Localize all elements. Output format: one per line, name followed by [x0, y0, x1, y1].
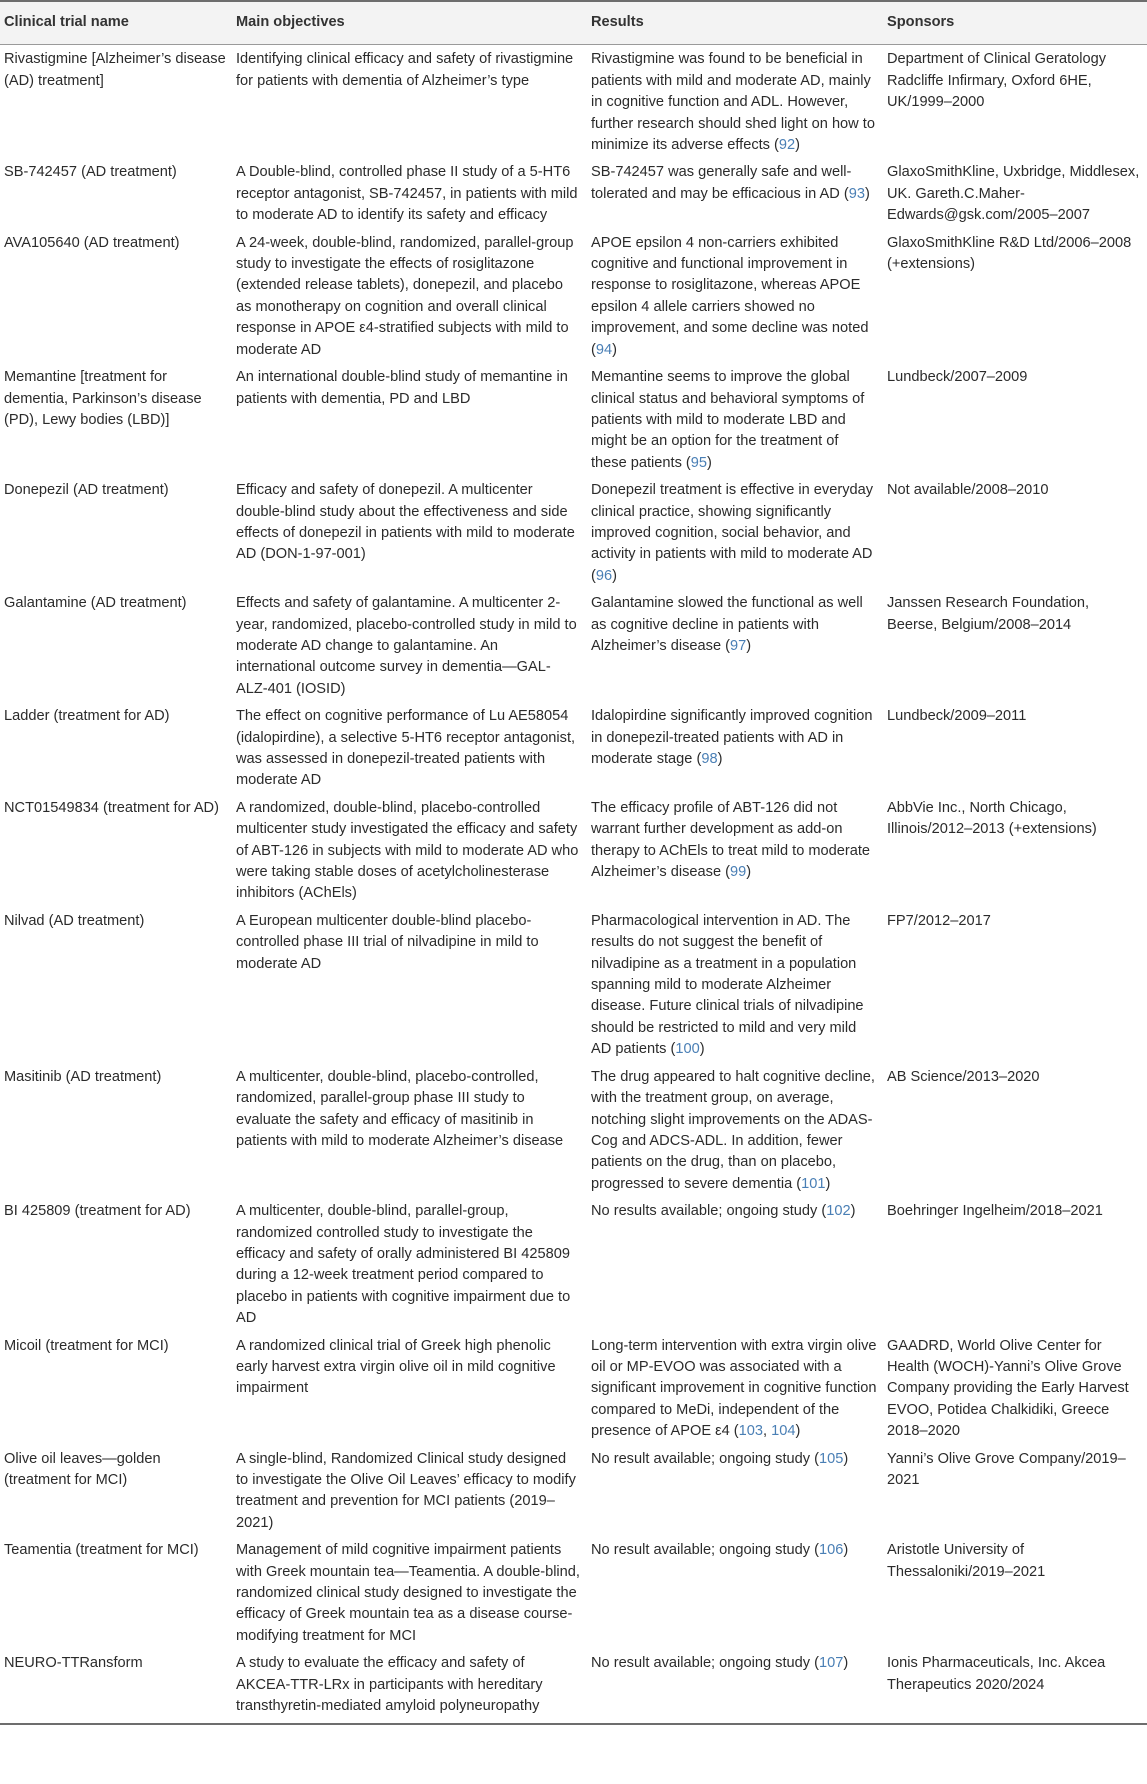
- results-text: Galantamine slowed the functional as well as cognitive decline in patients with Alzheimer’s disease (: [591, 595, 863, 654]
- table-row: [0, 794, 1147, 907]
- results-text: No results available; ongoing study (: [591, 1203, 827, 1220]
- header-sponsors: Sponsors: [883, 1, 1147, 45]
- results-text-end: ): [843, 1450, 849, 1467]
- sponsors-cell: Yanni’s Olive Grove Company/2019–2021: [887, 1450, 1126, 1488]
- header-row: [0, 1, 1147, 45]
- table-row: [0, 229, 1147, 363]
- objectives-cell: Identifying clinical efficacy and safety of rivastigmine for patients with dementia of Alzheimer’s type: [236, 51, 574, 89]
- reference-link[interactable]: 106: [818, 1542, 844, 1559]
- table-row: [0, 1197, 1147, 1331]
- results-text-end: ): [707, 454, 712, 471]
- table-row: [0, 702, 1147, 794]
- reference-link[interactable]: 92: [778, 137, 796, 154]
- results-cell: [587, 702, 883, 794]
- trial-name-cell: Micoil (treatment for MCI): [4, 1337, 169, 1354]
- sponsors-cell: Department of Clinical Geratology Radcliffe Infirmary, Oxford 6HE, UK/1999–2000: [887, 51, 1107, 111]
- results-text: No result available; ongoing study (: [591, 1655, 819, 1672]
- table-row: [0, 1063, 1147, 1197]
- table-row: [0, 476, 1147, 589]
- results-cell: [587, 1649, 883, 1724]
- reference-link[interactable]: 105: [818, 1450, 844, 1467]
- results-cell: [587, 158, 883, 228]
- results-text: SB-742457 was generally safe and well-tolerated and may be efficacious in AD (: [591, 164, 852, 202]
- table-row: [0, 363, 1147, 476]
- objectives-cell: Management of mild cognitive impairment patients with Greek mountain tea—Teamentia. A double-blind, randomized clinical study designed to investigate the efficacy of Greek mountain tea as a disease course-modifying treatment for MCI: [236, 1542, 580, 1644]
- results-text-end: ): [843, 1542, 849, 1559]
- table-header: [0, 1, 1147, 45]
- objectives-cell: A 24-week, double-blind, randomized, parallel-group study to investigate the effects of rosiglitazone (extended release tablets), donepezil, and placebo as monotherapy on cognition and overall clinical response in APOE ε4-stratified subjects with mild to moderate AD: [236, 234, 574, 358]
- objectives-cell: The effect on cognitive performance of Lu AE58054 (idalopirdine), a selective 5-HT6 receptor antagonist, was assessed in donepezil-treated patients with moderate AD: [236, 708, 576, 789]
- sponsors-cell: FP7/2012–2017: [887, 912, 991, 929]
- sponsors-cell: Lundbeck/2007–2009: [887, 369, 1028, 386]
- results-cell: [587, 476, 883, 589]
- reference-link[interactable]: 103: [738, 1423, 764, 1440]
- header-results: Results: [587, 1, 883, 45]
- results-text: No result available; ongoing study (: [591, 1542, 819, 1559]
- reference-link[interactable]: 102: [826, 1203, 851, 1220]
- table-row: [0, 1536, 1147, 1649]
- trial-name-cell: Ladder (treatment for AD): [4, 708, 170, 725]
- sponsors-cell: Boehringer Ingelheim/2018–2021: [887, 1203, 1103, 1220]
- table-row: [0, 158, 1147, 228]
- results-cell: [587, 1197, 883, 1331]
- reference-separator: ,: [763, 1423, 772, 1440]
- results-text-end: ): [699, 1041, 705, 1058]
- reference-link[interactable]: 101: [801, 1175, 826, 1192]
- results-cell: [587, 1536, 883, 1649]
- results-cell: [587, 1063, 883, 1197]
- results-text-end: ): [612, 341, 617, 358]
- trial-name-cell: NEURO-TTRansform: [0, 1649, 232, 1724]
- reference-link[interactable]: 99: [729, 864, 747, 881]
- reference-link[interactable]: 96: [595, 567, 613, 584]
- results-text-end: ): [843, 1655, 849, 1672]
- results-text-end: ): [746, 864, 752, 881]
- results-cell: [587, 794, 883, 907]
- objectives-cell: A randomized clinical trial of Greek high phenolic early harvest extra virgin olive oil in mild cognitive impairment: [236, 1337, 556, 1397]
- results-text-end: ): [746, 637, 752, 654]
- results-text: APOE epsilon 4 non-carriers exhibited cognitive and functional improvement in response to rosiglitazone, whereas APOE epsilon 4 allele carriers showed no improvement, and some decline was noted (: [591, 234, 869, 358]
- trial-name-cell: NCT01549834 (treatment for AD): [4, 799, 219, 816]
- header-main-objectives: Main objectives: [232, 1, 587, 45]
- results-text: No result available; ongoing study (: [591, 1450, 819, 1467]
- results-text: Rivastigmine was found to be beneficial in patients with mild and moderate AD, mainly in cognitive function and ADL. However, further research should shed light on how to minimize its adverse effects (: [591, 51, 875, 154]
- table-body: [0, 45, 1147, 1725]
- reference-link[interactable]: 98: [701, 751, 718, 767]
- results-cell: [587, 589, 883, 702]
- sponsors-cell: Ionis Pharmaceuticals, Inc. Akcea Therapeutics 2020/2024: [883, 1649, 1147, 1724]
- sponsors-cell: Not available/2008–2010: [887, 482, 1049, 499]
- sponsors-cell: GAADRD, World Olive Center for Health (WOCH)-Yanni’s Olive Grove Company providing the Early Harvest EVOO, Potidea Chalkidiki, Greece 2018–2020: [887, 1337, 1129, 1440]
- trial-name-cell: Rivastigmine [Alzheimer’s disease (AD) treatment]: [4, 51, 226, 89]
- reference-link[interactable]: 100: [675, 1041, 700, 1058]
- objectives-cell: An international double-blind study of memantine in patients with dementia, PD and LBD: [236, 369, 568, 407]
- objectives-cell: A Double-blind, controlled phase II study of a 5-HT6 receptor antagonist, SB-742457, in patients with mild to moderate AD to identify its safety and efficacy: [236, 164, 578, 224]
- results-text-end: ): [612, 567, 617, 584]
- reference-link[interactable]: 94: [595, 341, 613, 358]
- trial-name-cell: Nilvad (AD treatment): [4, 912, 145, 929]
- results-text-end: ): [717, 751, 723, 767]
- objectives-cell: A multicenter, double-blind, parallel-group, randomized controlled study to investigate the efficacy and safety of orally administered BI 425809 during a 12-week treatment period compared to placebo in patients with cognitive impairment due to AD: [236, 1203, 571, 1327]
- trial-name-cell: SB-742457 (AD treatment): [4, 164, 177, 181]
- trial-name-cell: Olive oil leaves—golden (treatment for MCI): [4, 1450, 161, 1488]
- sponsors-cell: GlaxoSmithKline R&D Ltd/2006–2008 (+extensions): [887, 234, 1132, 273]
- objectives-cell: A randomized, double-blind, placebo-controlled multicenter study investigated the efficacy and safety of ABT-126 in subjects with mild to moderate AD who were taking stable doses of acetylcholinesterase inhibitors (AChEls): [236, 799, 579, 902]
- results-cell: [587, 45, 883, 159]
- table-row: [0, 1649, 1147, 1724]
- trial-name-cell: Donepezil (AD treatment): [4, 482, 169, 499]
- sponsors-cell: AB Science/2013–2020: [887, 1068, 1040, 1085]
- trial-name-cell: Teamentia (treatment for MCI): [4, 1542, 199, 1559]
- trial-name-cell: BI 425809 (treatment for AD): [4, 1203, 191, 1220]
- results-text: Long-term intervention with extra virgin olive oil or MP-EVOO was associated with a significant improvement in cognitive function compared to MeDi, independent of the presence of APOE ε4 (: [591, 1337, 877, 1440]
- reference-link[interactable]: 104: [771, 1423, 796, 1440]
- results-cell: [587, 363, 883, 476]
- results-text-end: ): [864, 185, 870, 202]
- trial-name-cell: AVA105640 (AD treatment): [4, 234, 180, 251]
- results-cell: [587, 907, 883, 1063]
- results-text-end: ): [795, 1423, 801, 1440]
- results-text: Donepezil treatment is effective in everyday clinical practice, showing significantly improved cognition, social behavior, and activity in patients with mild to moderate AD (: [591, 482, 874, 584]
- objectives-cell: Effects and safety of galantamine. A multicenter 2-year, randomized, placebo-controlled study in mild to moderate AD change to galantamine. An international outcome survey in dementia—GAL-ALZ-401 (IOSID): [236, 595, 577, 697]
- sponsors-cell: Aristotle University of Thessaloniki/2019–2021: [887, 1542, 1046, 1580]
- results-cell: [587, 1445, 883, 1537]
- objectives-cell: A European multicenter double-blind placebo-controlled phase III trial of nilvadipine in mild to moderate AD: [236, 912, 539, 972]
- reference-link[interactable]: 95: [690, 454, 708, 471]
- objectives-cell: Efficacy and safety of donepezil. A multicenter double-blind study about the effectiveness and side effects of donepezil in patients with mild to moderate AD (DON-1-97-001): [236, 482, 575, 563]
- results-text: Memantine seems to improve the global clinical status and behavioral symptoms of patients with mild to moderate LBD and might be an option for the treatment of these patients (: [591, 369, 865, 471]
- table-row: [0, 1332, 1147, 1445]
- reference-link[interactable]: 97: [729, 637, 747, 654]
- results-text-end: ): [850, 1203, 856, 1220]
- results-cell: [587, 1332, 883, 1445]
- results-text-end: ): [825, 1175, 831, 1192]
- results-text-end: ): [795, 137, 800, 154]
- results-text: Idalopirdine significantly improved cognition in donepezil-treated patients with AD in moderate stage (: [591, 708, 873, 767]
- trial-name-cell: Memantine [treatment for dementia, Parkinson’s disease (PD), Lewy bodies (LBD)]: [4, 369, 202, 428]
- reference-link[interactable]: 93: [848, 185, 865, 202]
- table-row: [0, 589, 1147, 702]
- sponsors-cell: Lundbeck/2009–2011: [887, 708, 1027, 725]
- objectives-cell: A multicenter, double-blind, placebo-controlled, randomized, parallel-group phase III study to evaluate the safety and efficacy of masitinib in patients with mild to moderate Alzheimer’s disease: [236, 1068, 564, 1149]
- results-text: The efficacy profile of ABT-126 did not warrant further development as add-on therapy to AChEls to treat mild to moderate Alzheimer’s disease (: [591, 799, 871, 881]
- trial-name-cell: Galantamine (AD treatment): [4, 595, 187, 612]
- table-row: [0, 45, 1147, 159]
- objectives-cell: A study to evaluate the efficacy and safety of AKCEA-TTR-LRx in participants with hereditary transthyretin-mediated amyloid polyneuropathy: [232, 1649, 587, 1724]
- results-text: The drug appeared to halt cognitive decline, with the treatment group, on average, notching slight improvements on the ADAS-Cog and ADCS-ADL. In addition, fewer patients on the drug, than on placebo, progressed to severe dementia (: [591, 1068, 875, 1192]
- sponsors-cell: GlaxoSmithKline, Uxbridge, Middlesex, UK. Gareth.C.Maher-Edwards@gsk.com/2005–2007: [887, 164, 1140, 224]
- sponsors-cell: AbbVie Inc., North Chicago, Illinois/2012–2013 (+extensions): [887, 799, 1097, 838]
- table-row: [0, 1445, 1147, 1537]
- results-text: Pharmacological intervention in AD. The results do not suggest the benefit of nilvadipine as a treatment in a population spanning mild to moderate Alzheimer disease. Future clinical trials of nilvadipine should be restricted to mild and very mild AD patients (: [591, 912, 864, 1058]
- reference-link[interactable]: 107: [818, 1655, 844, 1672]
- table-row: [0, 907, 1147, 1063]
- trial-name-cell: Masitinib (AD treatment): [4, 1068, 162, 1085]
- sponsors-cell: Janssen Research Foundation, Beerse, Belgium/2008–2014: [887, 595, 1090, 633]
- results-cell: [587, 229, 883, 363]
- header-clinical-trial-name: Clinical trial name: [0, 1, 232, 45]
- objectives-cell: A single-blind, Randomized Clinical study designed to investigate the Olive Oil Leaves’ efficacy to modify treatment and prevention for MCI patients (2019–2021): [236, 1450, 576, 1531]
